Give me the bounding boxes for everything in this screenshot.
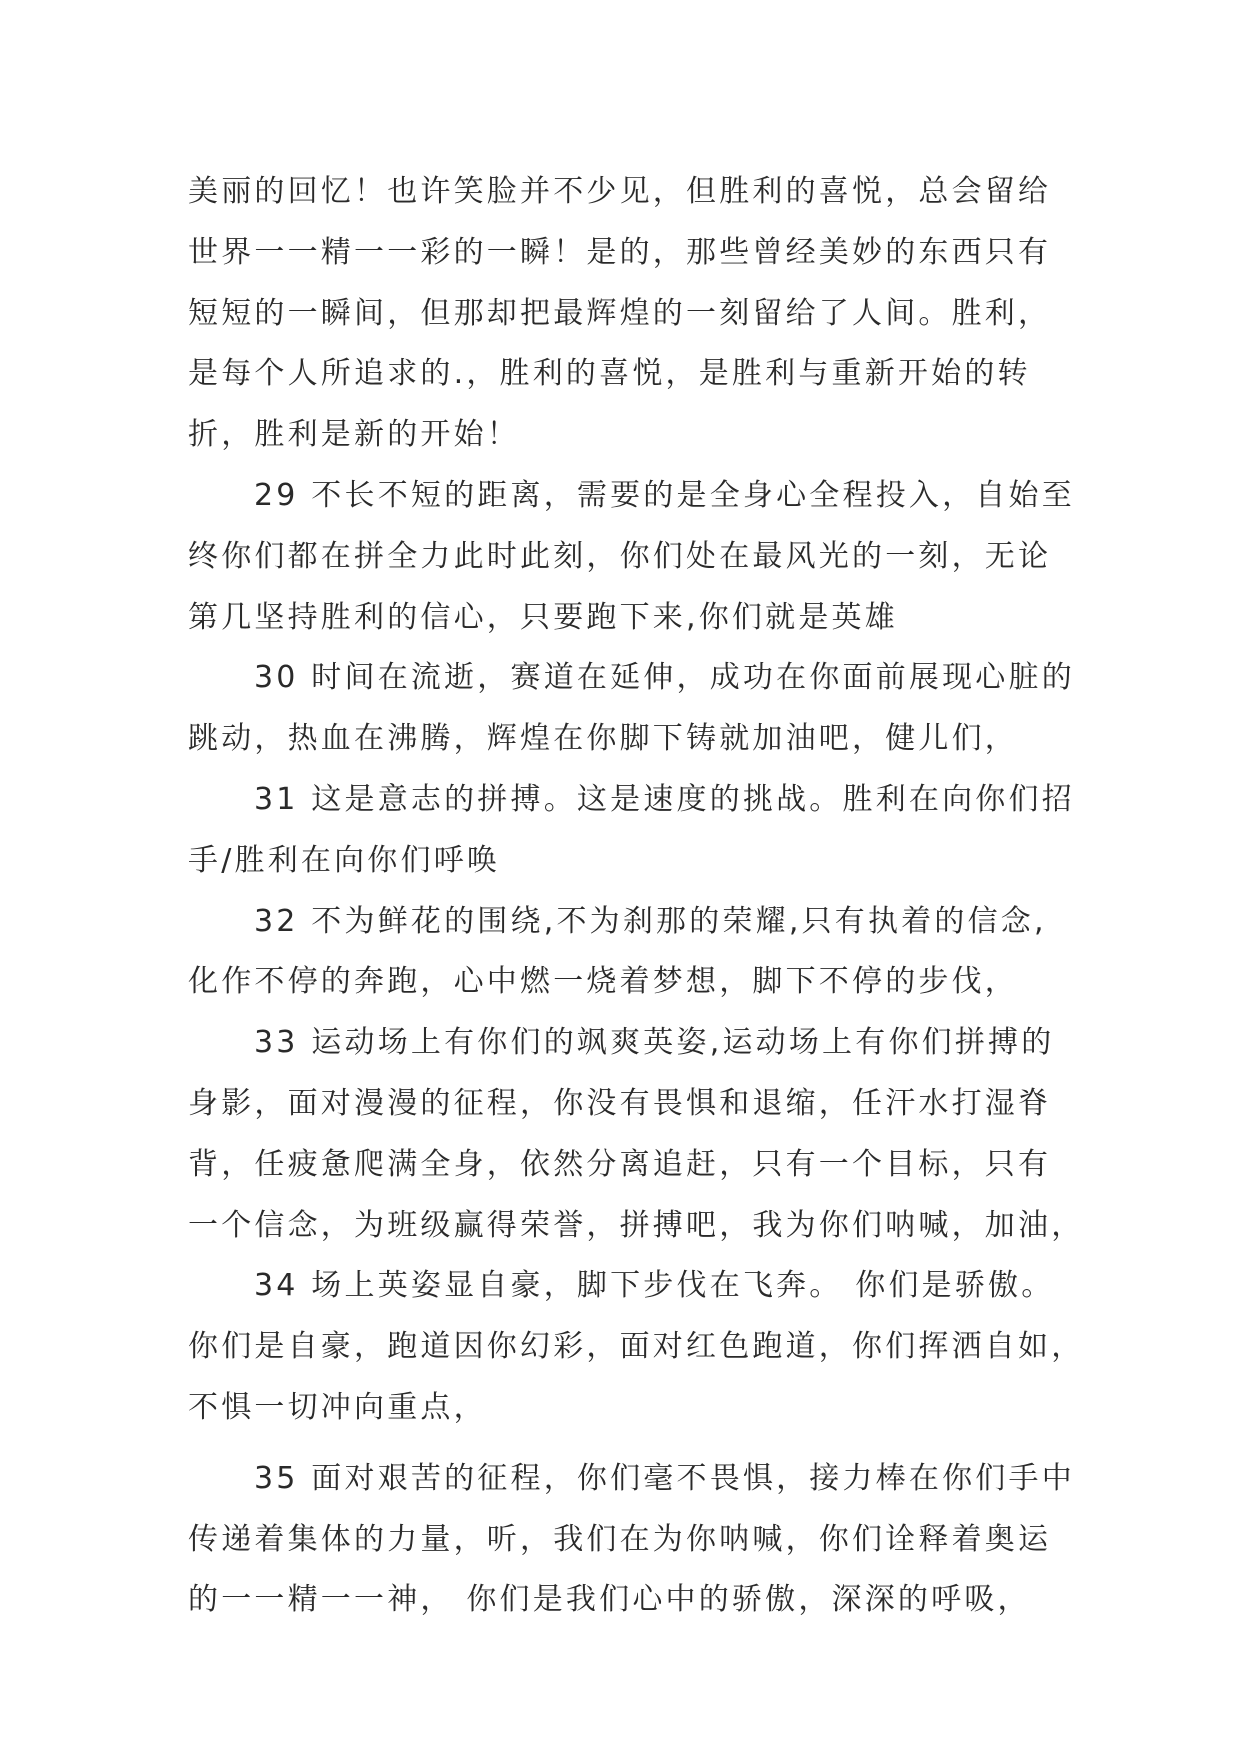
paragraph-29-line: 29 不长不短的距离，需要的是全身心全程投入，自始至 (254, 477, 1075, 513)
text-line: 背，任疲惫爬满全身，依然分离追赶，只有一个目标，只有 (188, 1146, 1052, 1182)
text-line: 你们是自豪，跑道因你幻彩，面对红色跑道，你们挥洒自如， (188, 1329, 1085, 1365)
paragraph-34-line: 34 场上英姿显自豪，脚下步伐在飞奔。 你们是骄傲。 (254, 1268, 1055, 1304)
paragraph-30-line: 30 时间在流逝，赛道在延伸，成功在你面前展现心脏的 (254, 660, 1075, 696)
text-line: 身影，面对漫漫的征程，你没有畏惧和退缩，任汗水打湿脊 (188, 1085, 1052, 1121)
paragraph-31-line: 31 这是意志的拼搏。这是速度的挑战。胜利在向你们招 (254, 781, 1075, 817)
text-line: 化作不停的奔跑，心中燃一烧着梦想，脚下不停的步伐， (188, 964, 1018, 1000)
text-line: 一个信念，为班级赢得荣誉，拼搏吧，我为你们呐喊，加油， (188, 1207, 1085, 1243)
text-line: 美丽的回忆！也许笑脸并不少见，但胜利的喜悦，总会留给 (188, 174, 1052, 209)
text-line: 的一一精一一神， 你们是我们心中的骄傲，深深的呼吸， (188, 1582, 1031, 1618)
text-line: 折，胜利是新的开始！ (188, 417, 520, 453)
text-line: 第几坚持胜利的信心，只要跑下来,你们就是英雄 (188, 599, 898, 635)
paragraph-33-line: 33 运动场上有你们的飒爽英姿,运动场上有你们拼搏的 (254, 1025, 1055, 1061)
text-line: 传递着集体的力量，听，我们在为你呐喊，你们诠释着奥运 (188, 1521, 1052, 1557)
text-line: 跳动，热血在沸腾，辉煌在你脚下铸就加油吧，健儿们， (188, 721, 1018, 757)
text-line: 是每个人所追求的.，胜利的喜悦，是胜利与重新开始的转 (188, 356, 1031, 392)
text-line: 手/胜利在向你们呼唤 (188, 842, 501, 878)
text-line: 短短的一瞬间，但那却把最辉煌的一刻留给了人间。胜利， (188, 295, 1052, 331)
paragraph-gap (188, 1439, 1068, 1449)
paragraph-35-line: 35 面对艰苦的征程，你们毫不畏惧，接力棒在你们手中 (254, 1460, 1075, 1496)
text-line: 不惧一切冲向重点， (188, 1389, 487, 1425)
document-body (188, 162, 1085, 1631)
text-line: 终你们都在拼全力此时此刻，你们处在最风光的一刻，无论 (188, 538, 1052, 574)
paragraph-32-line: 32 不为鲜花的围绕,不为刹那的荣耀,只有执着的信念, (254, 903, 1047, 939)
text-line: 世界一一精一一彩的一瞬！是的，那些曾经美妙的东西只有 (188, 234, 1052, 270)
